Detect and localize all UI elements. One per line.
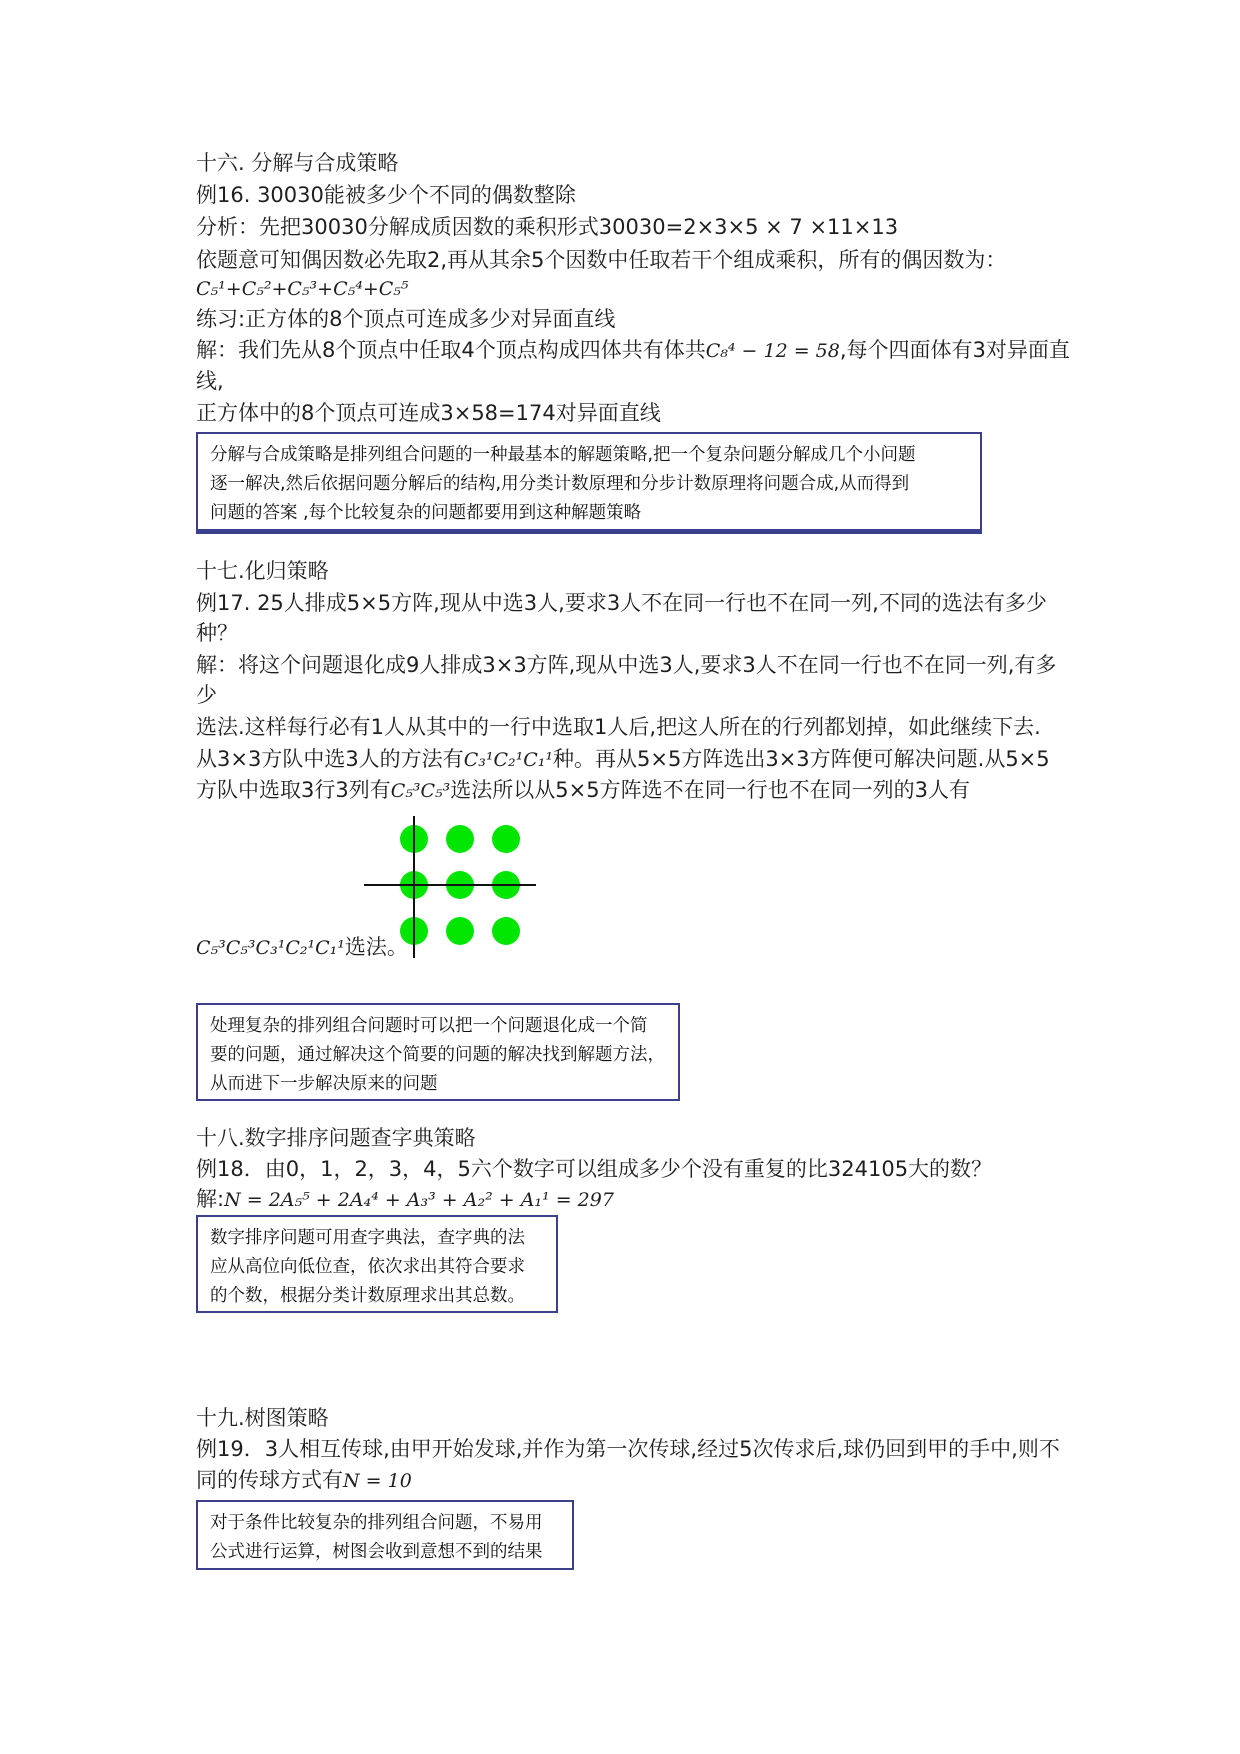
box-16-line2: 逐一解决,然后依据问题分解后的结构,用分类计数原理和分步计数原理将问题合成,从而得到 <box>210 474 910 494</box>
section-19-title: 十九.树图策略 <box>196 1406 329 1430</box>
solution-17-line1: 解：将这个问题退化成9人排成3×3方阵,现从中选3人,要求3人不在同一行也不在同一列,有多 <box>196 653 1057 677</box>
even-factor-formula: C₅¹+C₅²+C₅³+C₅⁴+C₅⁵ <box>196 278 409 300</box>
example-17-line1: 例17. 25人排成5×5方阵,现从中选3人,要求3人不在同一行也不在同一列,不同的选法有多少 <box>196 591 1047 615</box>
box-18-line2: 应从高位向低位查，依次求出其符合要求 <box>210 1257 525 1277</box>
solution-17-line3: 选法.这样每行必有1人从其中的一行中选取1人后,把这人所在的行列都划掉，如此继续下去. <box>196 715 1041 739</box>
example-17-line2: 种？ <box>196 621 238 645</box>
example-16: 例16. 30030能被多少个不同的偶数整除 <box>196 183 576 207</box>
solution-18-label: 解: <box>196 1187 225 1211</box>
solution-17-line5-b: 选法所以从5×5方阵选不在同一行也不在同一列的3人有 <box>450 778 970 802</box>
solution-17-final <box>196 932 408 963</box>
grid-dot <box>446 917 474 945</box>
box-17-line1: 处理复杂的排列组合问题时可以把一个问题退化成一个简 <box>210 1016 648 1036</box>
solution-17-line5-a: 方队中选取3行3列有 <box>196 778 391 802</box>
grid-dot <box>492 825 520 853</box>
solution-17-line5 <box>196 775 970 806</box>
example-19-text: 同的传球方式有 <box>196 1468 343 1492</box>
solution-16-line2: 线, <box>196 369 224 393</box>
practice-16: 练习:正方体的8个顶点可连成多少对异面直线 <box>196 307 616 331</box>
solution-16-result: 正方体中的8个顶点可连成3×58=174对异面直线 <box>196 401 661 425</box>
final-formula-17: C₅³C₅³C₃¹C₂¹C₁¹ <box>196 937 345 959</box>
box-17-line2: 要的问题，通过解决这个简要的问题的解决找到解题方法， <box>210 1045 665 1065</box>
solution-19-formula: N = 10 <box>343 1470 412 1492</box>
strategy-box-16 <box>196 432 982 531</box>
box-19-line1: 对于条件比较复杂的排列组合问题，不易用 <box>210 1513 543 1533</box>
example-19-line1: 例19．3人相互传球,由甲开始发球,并作为第一次传球,经过5次传求后,球仍回到甲的手中,则不 <box>196 1437 1060 1461</box>
box-16-line3: 问题的答案 ,每个比较复杂的问题都要用到这种解题策略 <box>210 503 642 523</box>
final-text-17: 选法。 <box>344 935 408 959</box>
selection-formula-3x3: C₃¹C₂¹C₁¹ <box>463 749 554 771</box>
strategy-box-17 <box>196 1003 680 1101</box>
box-17-line3: 从而进下一步解决原来的问题 <box>210 1074 438 1094</box>
analysis-16: 分析：先把30030分解成质因数的乘积形式30030=2×3×5 × 7 ×11×13 <box>196 215 899 239</box>
solution-18-formula: N = 2A₅⁵ + 2A₄⁴ + A₃³ + A₂² + A₁¹ = 297 <box>224 1189 614 1211</box>
tetrahedron-formula: C₈⁴ − 12 = 58 <box>705 340 840 362</box>
section-17-title: 十七.化归策略 <box>196 559 329 583</box>
grid-dot <box>492 917 520 945</box>
solution-16-text-a: 解：我们先从8个顶点中任取4个顶点构成四体共有体共 <box>196 338 706 362</box>
strategy-box-18 <box>196 1215 558 1313</box>
grid-dot <box>446 825 474 853</box>
row-col-formula: C₅³C₅³ <box>390 780 451 802</box>
section-16-title: 十六. 分解与合成策略 <box>196 151 399 175</box>
box-16-line1: 分解与合成策略是排列组合问题的一种最基本的解题策略,把一个复杂问题分解成几个小问题 <box>210 445 916 465</box>
solution-17-line4-b: 种。再从5×5方阵选出3×3方阵便可解决问题.从5×5 <box>553 747 1050 771</box>
example-19-line2 <box>196 1465 412 1496</box>
solution-16-text-b: ,每个四面体有3对异面直 <box>839 338 1070 362</box>
solution-16-line1 <box>196 335 1070 366</box>
section-18-title: 十八.数字排序问题查字典策略 <box>196 1126 476 1150</box>
example-18: 例18．由0，1，2，3，4，5六个数字可以组成多少个没有重复的比324105大的数？ <box>196 1157 993 1181</box>
box-18-line1: 数字排序问题可用查字典法，查字典的法 <box>210 1228 525 1248</box>
solution-17-line2: 少 <box>196 683 217 707</box>
box-19-line2: 公式进行运算，树图会收到意想不到的结果 <box>210 1542 543 1562</box>
solution-18 <box>196 1184 614 1215</box>
analysis-16-continued: 依题意可知偶因数必先取2,再从其余5个因数中任取若干个组成乘积，所有的偶因数为： <box>196 248 1007 272</box>
box-18-line3: 的个数，根据分类计数原理求出其总数。 <box>210 1286 525 1306</box>
strategy-box-19 <box>196 1500 574 1570</box>
solution-17-line4-a: 从3×3方队中选3人的方法有 <box>196 747 464 771</box>
solution-17-line4 <box>196 744 1050 775</box>
